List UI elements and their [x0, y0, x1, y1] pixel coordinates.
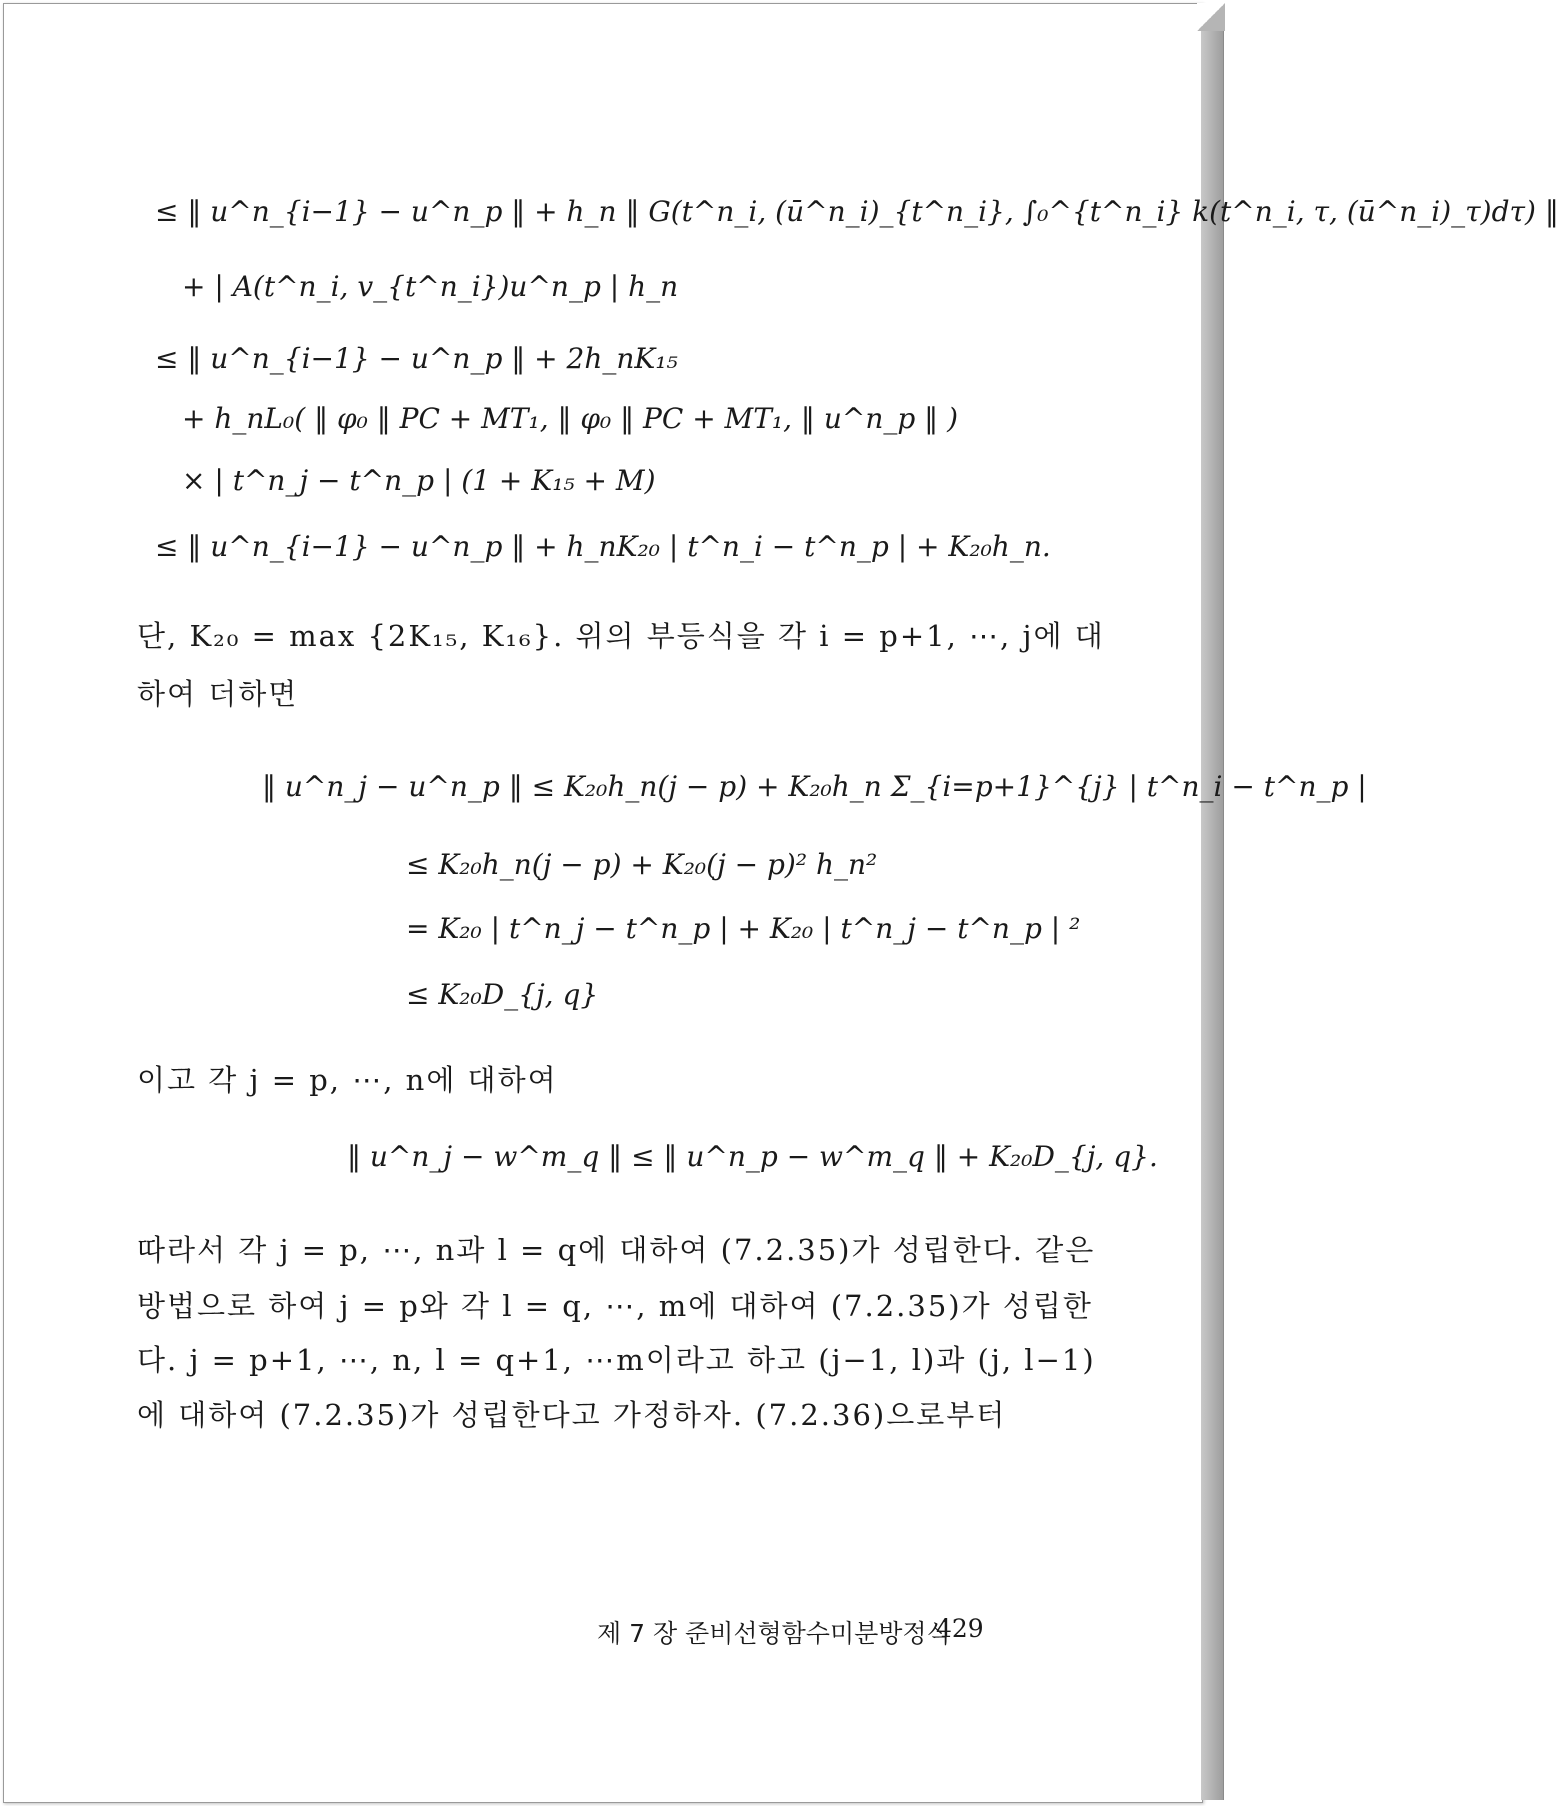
paragraph-3-line-4: 에 대하여 (7.2.35)가 성립한다고 가정하자. (7.2.36)으로부터 [137, 1398, 1007, 1432]
sum-inequality-line-1: ‖ u^n_j − u^n_p ‖ ≤ K₂₀h_n(j − p) + K₂₀h_n Σ_{i=p+1}^{j} | t^n_i − t^n_p | [262, 770, 1367, 803]
paragraph-3-line-1: 따라서 각 j = p, ⋯, n과 l = q에 대하여 (7.2.35)가 성립한다. 같은 [137, 1233, 1096, 1267]
paragraph-3-line-3: 다. j = p+1, ⋯, n, l = q+1, ⋯m이라고 하고 (j−1, l)과 (j, l−1) [137, 1343, 1096, 1377]
paragraph-2-line-1: 이고 각 j = p, ⋯, n에 대하여 [137, 1063, 558, 1097]
w-inequality: ‖ u^n_j − w^m_q ‖ ≤ ‖ u^n_p − w^m_q ‖ + K₂₀D_{j, q}. [347, 1140, 1158, 1173]
sum-inequality-line-3: = K₂₀ | t^n_j − t^n_p | + K₂₀ | t^n_j − t^n_p | ² [406, 912, 1081, 945]
page-edge-shadow [1201, 6, 1224, 1800]
paragraph-3-line-2: 방법으로 하여 j = p와 각 l = q, ⋯, m에 대하여 (7.2.35)가 성립한 [137, 1289, 1093, 1323]
math-line-6: ≤ ‖ u^n_{i−1} − u^n_p ‖ + h_nK₂₀ | t^n_i − t^n_p | + K₂₀h_n. [155, 530, 1051, 563]
sum-inequality-line-4: ≤ K₂₀D_{j, q} [406, 978, 599, 1011]
paragraph-1-line-2: 하여 더하면 [137, 677, 299, 711]
math-line-4: + h_nL₀( ‖ φ₀ ‖ PC + MT₁, ‖ φ₀ ‖ PC + MT₁, ‖ u^n_p ‖ ) [182, 402, 959, 435]
paragraph-1-line-1: 단, K₂₀ = max {2K₁₅, K₁₆}. 위의 부등식을 각 i = p+1, ⋯, j에 대 [137, 619, 1105, 653]
math-line-3: ≤ ‖ u^n_{i−1} − u^n_p ‖ + 2h_nK₁₅ [155, 342, 678, 375]
math-line-1: ≤ ‖ u^n_{i−1} − u^n_p ‖ + h_n ‖ G(t^n_i, (ū^n_i)_{t^n_i}, ∫₀^{t^n_i} k(t^n_i, τ, (ū^n_i)_τ)dτ) ‖ [155, 195, 1559, 228]
footer-chapter-title: 제 7 장 준비선형함수미분방정식 [597, 1619, 951, 1648]
page-corner-fold [1197, 3, 1225, 31]
math-line-2: + | A(t^n_i, v_{t^n_i})u^n_p | h_n [182, 270, 679, 303]
sum-inequality-line-2: ≤ K₂₀h_n(j − p) + K₂₀(j − p)² h_n² [406, 848, 878, 881]
math-line-5: × | t^n_j − t^n_p | (1 + K₁₅ + M) [182, 464, 656, 497]
page-number: 429 [936, 1614, 984, 1643]
